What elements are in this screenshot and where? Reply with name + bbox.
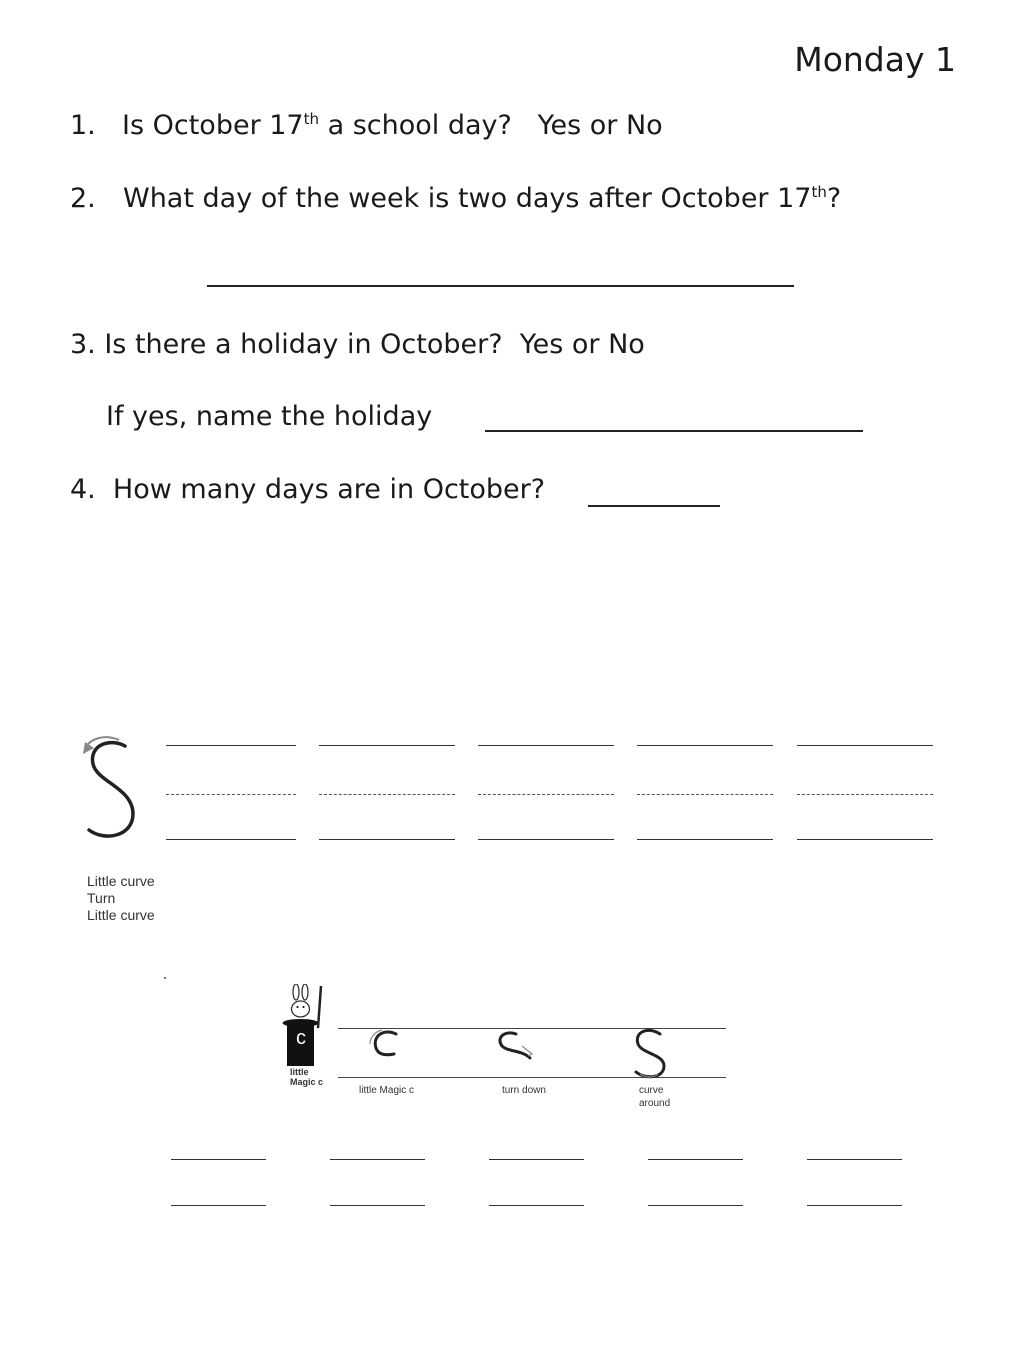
- practice-block-1[interactable]: [166, 745, 296, 845]
- page-title: Monday 1: [794, 40, 956, 79]
- question-1-number: 1.: [70, 110, 96, 141]
- practice-base-line: [478, 839, 614, 840]
- bottom-practice-line-1-5[interactable]: [807, 1159, 902, 1160]
- answer-line-holiday[interactable]: [485, 430, 863, 432]
- bottom-practice-line-1-4[interactable]: [648, 1159, 743, 1160]
- hat-letter-c: c: [296, 1027, 306, 1049]
- question-1-superscript: th: [303, 110, 319, 128]
- practice-top-line: [478, 745, 614, 746]
- hat-caption-line-1: little: [290, 1067, 309, 1077]
- step-label-around: around: [639, 1098, 671, 1109]
- practice-top-line: [166, 745, 296, 746]
- question-2-text-before: What day of the week is two days after October 17: [123, 183, 812, 214]
- hat-caption: [290, 1067, 323, 1087]
- step-label-little-magic-c: little Magic c: [359, 1085, 415, 1096]
- practice-mid-dashed-line: [166, 794, 296, 795]
- bottom-practice-line-2-3[interactable]: [489, 1205, 584, 1206]
- practice-mid-dashed-line: [797, 794, 933, 795]
- practice-base-line: [637, 839, 773, 840]
- practice-mid-dashed-line: [637, 794, 773, 795]
- rabbit-hat-icon: [280, 984, 328, 1068]
- bottom-practice-line-1-1[interactable]: [171, 1159, 266, 1160]
- question-3-followup: If yes, name the holiday: [106, 401, 433, 432]
- question-2-superscript: th: [811, 183, 827, 201]
- question-1: [70, 110, 663, 141]
- bottom-practice-line-2-1[interactable]: [171, 1205, 266, 1206]
- step-label-curve: curve: [639, 1085, 664, 1096]
- step-label-curve-around: [639, 1084, 670, 1110]
- bottom-practice-line-1-2[interactable]: [330, 1159, 425, 1160]
- guide-line-2: Turn: [87, 890, 116, 906]
- step-curve-around-stroke: [628, 1026, 674, 1084]
- question-3: 3. Is there a holiday in October? Yes or No: [70, 329, 645, 360]
- step-little-magic-c-stroke: [362, 1026, 408, 1066]
- answer-line-question-2[interactable]: [207, 285, 794, 287]
- practice-top-line: [797, 745, 933, 746]
- bottom-practice-line-2-2[interactable]: [330, 1205, 425, 1206]
- step-turn-down-stroke: [492, 1026, 542, 1066]
- bottom-practice-line-1-3[interactable]: [489, 1159, 584, 1160]
- practice-top-line: [319, 745, 455, 746]
- bottom-practice-line-2-5[interactable]: [807, 1205, 902, 1206]
- hat-caption-line-2: Magic c: [290, 1077, 324, 1087]
- practice-base-line: [166, 839, 296, 840]
- question-2: [70, 183, 841, 214]
- letter-s-path: [89, 743, 133, 837]
- practice-block-3[interactable]: [478, 745, 614, 845]
- page-speck: [164, 977, 166, 979]
- practice-block-2[interactable]: [319, 745, 455, 845]
- bottom-practice-line-2-4[interactable]: [648, 1205, 743, 1206]
- answer-line-question-4[interactable]: [588, 505, 720, 507]
- practice-mid-dashed-line: [319, 794, 455, 795]
- letter-s-stroke-guide: [75, 730, 155, 850]
- question-1-text-before: Is October 17: [122, 110, 304, 141]
- guide-line-3: Little curve: [87, 907, 155, 923]
- practice-block-5[interactable]: [797, 745, 933, 845]
- step-label-turn-down: turn down: [502, 1085, 546, 1096]
- question-2-number: 2.: [70, 183, 96, 214]
- question-4: 4. How many days are in October?: [70, 474, 546, 505]
- stroke-guide-text: [87, 873, 155, 924]
- practice-base-line: [797, 839, 933, 840]
- practice-top-line: [637, 745, 773, 746]
- practice-base-line: [319, 839, 455, 840]
- practice-mid-dashed-line: [478, 794, 614, 795]
- guide-line-1: Little curve: [87, 873, 155, 889]
- question-1-text-after: a school day? Yes or No: [319, 110, 663, 141]
- question-2-text-after: ?: [826, 183, 842, 214]
- practice-block-4[interactable]: [637, 745, 773, 845]
